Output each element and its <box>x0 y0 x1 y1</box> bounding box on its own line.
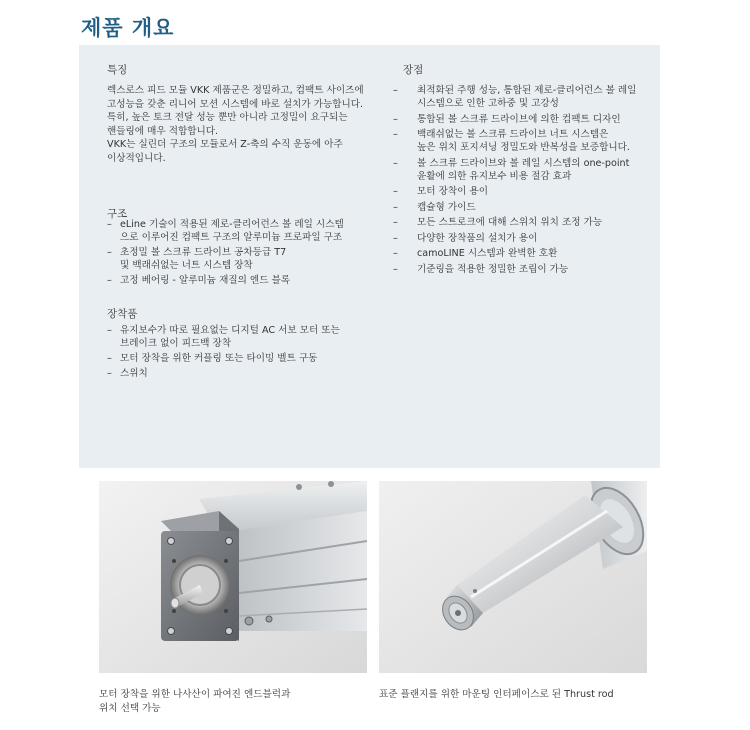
features-paragraph: 렉스로스 피드 모듈 VKK 제품군은 정밀하고, 컴팩트 사이즈에 고성능을 갖춘 리니어 모션 시스템에 바로 설치가 가능합니다. 특히, 높은 토크 전달 성능 뿐만 아니라 고정밀이 요구되는 핸들링에 매우 적합합니다. VKK는 실린더 구조의 모듈로서 Z-축의 수직 운동에 아주 이상적입니다. <box>107 85 364 164</box>
list-item: – 다양한 장착품의 설치가 용이 <box>393 232 655 245</box>
left-photo-caption: 모터 장착을 위한 나사산이 파여진 엔드블럭과 위치 선택 가능 <box>99 689 291 714</box>
features-heading: 특징 <box>107 64 128 76</box>
list-item: – 모터 장착을 위한 커플링 또는 타이밍 벨트 구동 <box>107 352 377 365</box>
page-title: 제품 개요 <box>81 16 175 40</box>
thrust-rod-photo <box>379 481 647 673</box>
list-item: – 기준링을 적용한 정밀한 조립이 가능 <box>393 263 655 276</box>
list-item: – 통합된 볼 스크류 드라이브에 의한 컴팩트 디자인 <box>393 113 655 126</box>
list-item: – 백래쉬없는 볼 스크류 드라이브 너트 시스템은 높은 위치 포지셔닝 정밀도와 반복성을 보증합니다. <box>393 128 655 154</box>
list-item: – 캡슐형 가이드 <box>393 201 655 214</box>
list-item: – eLine 기술이 적용된 제로-클리어런스 볼 레일 시스템 으로 이루어진 컴팩트 구조의 알루미늄 프로파일 구조 <box>107 218 377 244</box>
list-item: – 고정 베어링 - 알루미늄 재질의 엔드 블록 <box>107 274 377 287</box>
list-item: – 유지보수가 따로 필요없는 디지털 AC 서보 모터 또는 브레이크 없이 피드백 장착 <box>107 324 377 350</box>
advantages-list <box>393 84 655 278</box>
advantages-heading: 장점 <box>403 64 424 76</box>
end-block-photo <box>99 481 367 673</box>
structure-heading: 구조 <box>107 208 128 220</box>
mounting-list <box>107 324 377 382</box>
list-item: – 초정밀 볼 스크류 드라이브 공차등급 T7 및 백래쉬없는 너트 시스템 장착 <box>107 246 377 272</box>
list-item: – camoLINE 시스템과 완벽한 호환 <box>393 247 655 260</box>
list-item: – 모터 장착이 용이 <box>393 185 655 198</box>
structure-list <box>107 218 377 289</box>
list-item: – 볼 스크류 드라이브와 볼 레일 시스템의 one-point 윤활에 의한 유지보수 비용 절감 효과 <box>393 157 655 183</box>
right-photo-caption: 표준 플랜지를 위한 마운팅 인터페이스로 된 Thrust rod <box>379 689 614 700</box>
list-item: – 최적화된 주행 성능, 통합된 제로-클리어런스 볼 레일 시스템으로 인한 고하중 및 고강성 <box>393 84 655 110</box>
list-item: – 모든 스트로크에 대해 스위치 위치 조정 가능 <box>393 216 655 229</box>
mounting-heading: 장착품 <box>107 308 138 320</box>
list-item: – 스위치 <box>107 367 377 380</box>
